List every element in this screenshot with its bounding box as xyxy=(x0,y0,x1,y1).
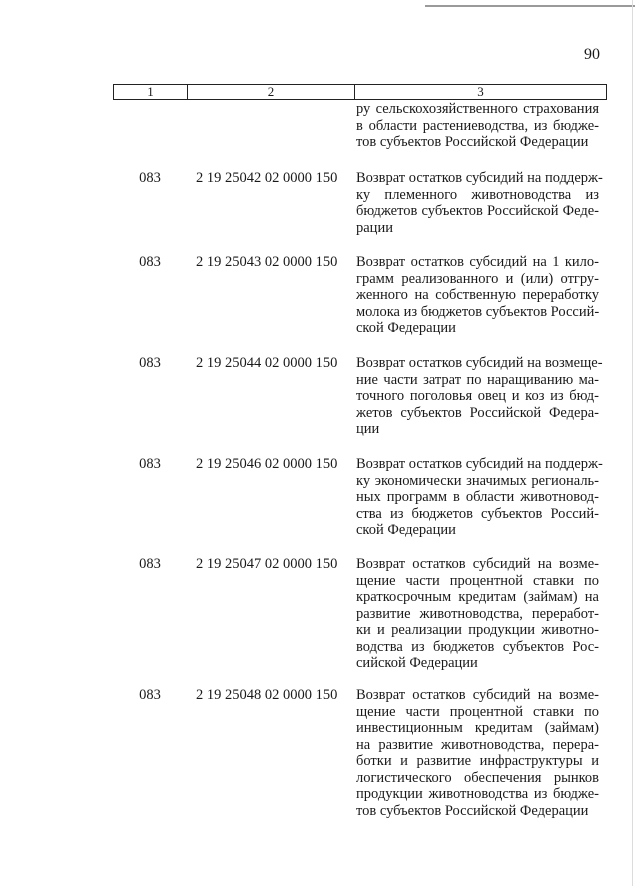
description-line: бюджетов субъектов Российской Феде- xyxy=(356,203,599,219)
table-header xyxy=(113,84,607,100)
description-line: продукции животноводства из бюдже- xyxy=(356,786,599,802)
description-line: ции xyxy=(356,421,380,437)
budget-classification-code: 2 19 25047 02 0000 150 xyxy=(196,556,338,572)
description-line: грамм реализованного и (или) отгру- xyxy=(356,270,599,287)
admin-code: 083 xyxy=(139,355,161,371)
description-line: точного поголовья овец и коз из бюд- xyxy=(356,388,599,404)
description-line: на развитие животноводства, перера- xyxy=(356,736,599,753)
revenue-description xyxy=(356,254,599,337)
scan-edge-line xyxy=(425,5,635,7)
description-line: ки и реализации продукции животно- xyxy=(356,622,599,638)
revenue-description xyxy=(356,687,599,819)
budget-classification-code: 2 19 25042 02 0000 150 xyxy=(196,170,338,186)
page-number: 90 xyxy=(584,46,600,63)
admin-code: 083 xyxy=(139,456,161,472)
admin-code: 083 xyxy=(139,556,161,572)
description-line: водства из бюджетов субъектов Рос- xyxy=(356,638,599,655)
description-line: ства из бюджетов субъектов Россий- xyxy=(356,505,599,522)
description-line: Возврат остатков субсидий на поддерж- xyxy=(356,456,603,472)
description-line: щение части процентной ставки по xyxy=(356,572,599,589)
revenue-description xyxy=(356,456,603,539)
budget-classification-code: 2 19 25048 02 0000 150 xyxy=(196,687,338,703)
description-line: тов субъектов Российской Федерации xyxy=(356,134,589,150)
description-line: ботки и развитие инфраструктуры и xyxy=(356,753,599,769)
description-line: ру сельскохозяйственного страхования xyxy=(356,101,599,117)
description-line: Возврат остатков субсидий на возмеще- xyxy=(356,355,603,371)
scan-edge-line xyxy=(632,0,633,886)
description-line: ных программ в области животновод- xyxy=(356,489,599,505)
description-line: логистического обеспечения рынков xyxy=(356,769,599,786)
description-line: молока из бюджетов субъектов Россий- xyxy=(356,303,600,320)
header-cell-column-2: 2 xyxy=(188,85,355,99)
description-line: женного на собственную переработку xyxy=(356,287,599,303)
description-line: развитие животноводства, переработ- xyxy=(356,605,599,622)
description-line: щение части процентной ставки по xyxy=(356,703,599,720)
admin-code: 083 xyxy=(139,687,161,703)
description-line: ку экономически значимых региональ- xyxy=(356,472,599,489)
header-cell-column-1: 1 xyxy=(114,85,188,99)
continuation-description xyxy=(356,101,599,151)
description-line: тов субъектов Российской Федерации xyxy=(356,802,589,819)
description-line: Возврат остатков субсидий на возме- xyxy=(356,556,599,572)
description-line: рации xyxy=(356,219,393,236)
header-cell-column-3: 3 xyxy=(477,84,484,99)
description-line: в области растениеводства, из бюдже- xyxy=(356,117,599,134)
revenue-description xyxy=(356,170,603,236)
description-line: краткосрочным кредитам (займам) на xyxy=(356,589,599,605)
description-line: ской Федерации xyxy=(356,320,456,336)
description-line: ку племенного животноводства из xyxy=(356,186,599,203)
description-line: Возврат остатков субсидий на поддерж- xyxy=(356,170,603,186)
admin-code: 083 xyxy=(139,170,161,186)
revenue-description xyxy=(356,556,599,672)
admin-code: 083 xyxy=(139,254,161,270)
budget-classification-code: 2 19 25044 02 0000 150 xyxy=(196,355,338,371)
budget-classification-code: 2 19 25046 02 0000 150 xyxy=(196,456,338,472)
description-line: инвестиционным кредитам (займам) xyxy=(356,720,599,736)
description-line: Возврат остатков субсидий на 1 кило- xyxy=(356,254,599,270)
description-line: ской Федерации xyxy=(356,522,456,538)
description-line: сийской Федерации xyxy=(356,655,478,671)
description-line: Возврат остатков субсидий на возме- xyxy=(356,687,599,703)
description-line: ние части затрат по наращиванию ма- xyxy=(356,371,599,388)
description-line: жетов субъектов Российской Федера- xyxy=(356,404,599,421)
revenue-description xyxy=(356,355,603,438)
budget-classification-code: 2 19 25043 02 0000 150 xyxy=(196,254,338,270)
